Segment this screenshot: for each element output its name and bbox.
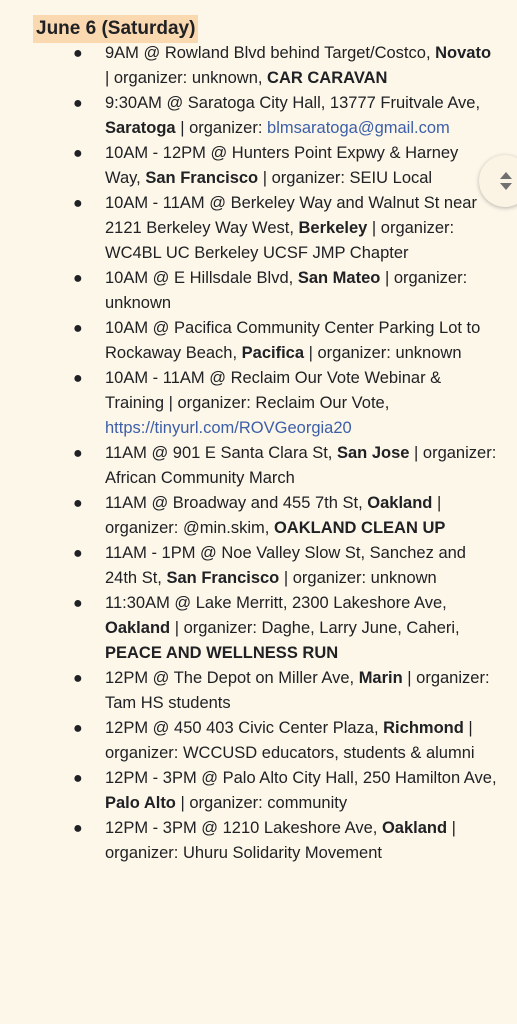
event-text: 10AM - 11AM @ Reclaim Our Vote Webinar & Training | organizer: Reclaim Our Vote, bbox=[105, 369, 442, 412]
bullet-icon: ● bbox=[73, 545, 83, 562]
list-item bbox=[0, 366, 517, 441]
event-link[interactable]: blmsaratoga@gmail.com bbox=[267, 119, 450, 137]
bullet-icon: ● bbox=[73, 670, 83, 687]
list-item bbox=[0, 591, 517, 666]
event-text: 10AM @ Pacifica Community Center Parking Lot to Rockaway Beach, bbox=[105, 319, 481, 362]
list-item bbox=[0, 41, 517, 91]
event-location: Pacifica bbox=[241, 344, 305, 362]
bullet-icon: ● bbox=[73, 95, 83, 112]
event-text: | organizer: unknown, bbox=[105, 69, 268, 87]
list-item bbox=[0, 716, 517, 766]
event-text: 9AM @ Rowland Blvd behind Target/Costco, bbox=[105, 44, 436, 62]
event-text: 12PM - 3PM @ 1210 Lakeshore Ave, bbox=[105, 819, 382, 837]
event-text: | organizer: Daghe, Larry June, Caheri, bbox=[170, 619, 460, 637]
event-text: | organizer: SEIU Local bbox=[258, 169, 433, 187]
event-location: Oakland bbox=[105, 619, 171, 637]
list-item bbox=[0, 141, 517, 191]
bullet-icon: ● bbox=[73, 370, 83, 387]
event-location: Oakland bbox=[367, 494, 433, 512]
bullet-icon: ● bbox=[73, 820, 83, 837]
event-location: Palo Alto bbox=[105, 794, 176, 812]
event-text: | organizer: bbox=[175, 119, 268, 137]
bullet-icon: ● bbox=[73, 595, 83, 612]
event-location: Marin bbox=[358, 669, 403, 687]
event-location: San Francisco bbox=[166, 569, 280, 587]
event-text: | organizer: Tam HS students bbox=[105, 669, 490, 712]
bullet-icon: ● bbox=[73, 270, 83, 287]
list-item bbox=[0, 766, 517, 816]
list-item bbox=[0, 191, 517, 266]
event-text: | organizer: WC4BL UC Berkeley UCSF JMP Chapter bbox=[105, 219, 455, 262]
chevron-up-icon bbox=[500, 172, 512, 179]
bullet-icon: ● bbox=[73, 770, 83, 787]
event-text: 12PM @ 450 403 Civic Center Plaza, bbox=[105, 719, 384, 737]
event-text: 11AM @ Broadway and 455 7th St, bbox=[105, 494, 368, 512]
event-list bbox=[0, 41, 517, 866]
list-item bbox=[0, 491, 517, 541]
chevron-down-icon bbox=[500, 183, 512, 190]
list-item bbox=[0, 441, 517, 491]
event-location: Oakland bbox=[381, 819, 448, 837]
event-text: | organizer: WCCUSD educators, students & alumni bbox=[105, 719, 475, 762]
event-text: | organizer: Uhuru Solidarity Movement bbox=[105, 819, 456, 862]
event-location: Saratoga bbox=[105, 119, 176, 137]
event-text: 11AM - 1PM @ Noe Valley Slow St, Sanchez and 24th St, bbox=[105, 544, 466, 587]
list-item bbox=[0, 91, 517, 141]
list-item bbox=[0, 816, 517, 866]
event-text: 10AM - 11AM @ Berkeley Way and Walnut St near 2121 Berkeley Way West, bbox=[105, 194, 477, 237]
event-text: | organizer: African Community March bbox=[105, 444, 497, 487]
event-text: | organizer: community bbox=[175, 794, 348, 812]
list-item bbox=[0, 266, 517, 316]
bullet-icon: ● bbox=[73, 45, 83, 62]
event-text: | organizer: @min.skim, bbox=[105, 494, 442, 537]
event-text: 12PM @ The Depot on Miller Ave, bbox=[105, 669, 359, 687]
event-location: PEACE AND WELLNESS RUN bbox=[105, 644, 339, 662]
event-text: 10AM @ E Hillsdale Blvd, bbox=[105, 269, 298, 287]
list-item bbox=[0, 666, 517, 716]
event-text: 10AM - 12PM @ Hunters Point Expwy & Harney Way, bbox=[105, 144, 459, 187]
event-location: Novato bbox=[435, 44, 492, 62]
event-location: Richmond bbox=[383, 719, 464, 737]
event-location: Berkeley bbox=[298, 219, 368, 237]
date-heading: June 6 (Saturday) bbox=[33, 15, 198, 43]
event-text: 11:30AM @ Lake Merritt, 2300 Lakeshore Ave, bbox=[105, 594, 447, 612]
event-link[interactable]: https://tinyurl.com/ROVGeorgia20 bbox=[105, 419, 352, 437]
event-location: San Jose bbox=[336, 444, 410, 462]
event-text: 12PM - 3PM @ Palo Alto City Hall, 250 Hamilton Ave, bbox=[105, 769, 497, 787]
event-location: San Mateo bbox=[297, 269, 381, 287]
event-text: 11AM @ 901 E Santa Clara St, bbox=[105, 444, 337, 462]
event-location: CAR CARAVAN bbox=[267, 69, 388, 87]
event-location: OAKLAND CLEAN UP bbox=[273, 519, 446, 537]
bullet-icon: ● bbox=[73, 195, 83, 212]
list-item bbox=[0, 316, 517, 366]
bullet-icon: ● bbox=[73, 320, 83, 337]
event-text: 9:30AM @ Saratoga City Hall, 13777 Fruitvale Ave, bbox=[105, 94, 481, 112]
bullet-icon: ● bbox=[73, 495, 83, 512]
event-location: San Francisco bbox=[145, 169, 259, 187]
event-text: | organizer: unknown bbox=[279, 569, 437, 587]
bullet-icon: ● bbox=[73, 145, 83, 162]
bullet-icon: ● bbox=[73, 720, 83, 737]
bullet-icon: ● bbox=[73, 445, 83, 462]
list-item bbox=[0, 541, 517, 591]
event-text: | organizer: unknown bbox=[105, 269, 468, 312]
event-text: | organizer: unknown bbox=[304, 344, 462, 362]
